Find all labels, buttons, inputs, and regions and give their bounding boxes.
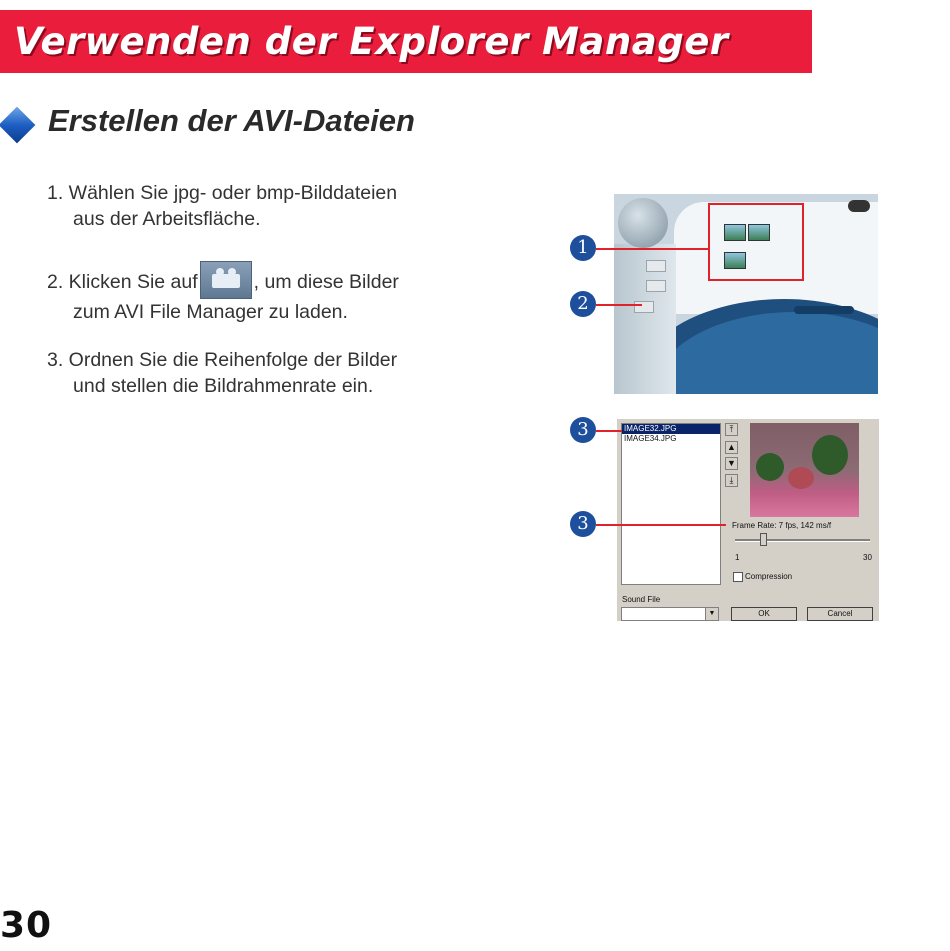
plant-shape xyxy=(812,435,848,475)
step-3-line-2: und stellen die Bildrahmenrate ein. xyxy=(73,375,374,397)
header-title: Verwenden der Explorer Manager xyxy=(14,20,729,63)
avi-dialog-screenshot xyxy=(617,419,879,621)
slider-max-label: 30 xyxy=(863,553,872,562)
header-banner xyxy=(0,10,812,73)
chevron-down-icon: ▼ xyxy=(705,608,718,620)
step-2-after: , um diese Bilder xyxy=(253,271,399,294)
sound-file-select xyxy=(621,607,719,621)
section-title: Erstellen der AVI-Dateien xyxy=(48,103,415,138)
list-item: IMAGE32.JPG xyxy=(622,424,720,434)
move-down-icon: ▼ xyxy=(725,457,738,470)
step-2-line-2: zum AVI File Manager zu laden. xyxy=(73,301,348,323)
compression-checkbox xyxy=(733,572,743,582)
sidebar-button xyxy=(646,280,666,292)
sidebar-button xyxy=(646,260,666,272)
leader-line-1 xyxy=(596,248,710,250)
frame-rate-label: Frame Rate: 7 fps, 142 ms/f xyxy=(732,521,832,530)
move-top-icon: ⤒ xyxy=(725,423,738,436)
step-1-line-1: 1. Wählen Sie jpg- oder bmp-Bilddateien xyxy=(47,182,398,204)
move-bottom-icon: ⤓ xyxy=(725,474,738,487)
slider-thumb xyxy=(760,533,767,546)
file-list xyxy=(621,423,721,585)
leader-line-2 xyxy=(596,304,642,306)
diamond-icon xyxy=(0,107,35,144)
avi-camera-icon xyxy=(200,261,252,299)
window-controls-icon xyxy=(848,200,870,212)
move-up-icon: ▲ xyxy=(725,441,738,454)
leader-line-3b xyxy=(596,524,726,526)
frame-rate-slider xyxy=(735,539,870,542)
sound-file-label: Sound File xyxy=(622,595,661,604)
sidebar xyxy=(614,244,676,394)
step-1-line-2: aus der Arbeitsfläche. xyxy=(73,208,261,230)
cancel-button: Cancel xyxy=(807,607,873,621)
callout-2: 2 xyxy=(570,291,596,317)
leader-line-3a xyxy=(596,430,622,432)
compression-label: Compression xyxy=(745,572,793,581)
step-2 xyxy=(47,267,399,325)
step-1 xyxy=(47,180,397,232)
avi-button-icon xyxy=(634,301,654,313)
callout-1: 1 xyxy=(570,235,596,261)
ok-button: OK xyxy=(731,607,797,621)
step-3-line-1: 3. Ordnen Sie die Reihenfolge der Bilder xyxy=(47,349,398,371)
slider-min-label: 1 xyxy=(735,553,740,562)
plant-shape xyxy=(756,453,784,481)
callout-3b: 3 xyxy=(570,511,596,537)
highlight-box xyxy=(708,203,804,281)
logo-orb xyxy=(618,198,668,248)
list-item: IMAGE34.JPG xyxy=(624,434,677,443)
status-tag xyxy=(794,306,854,314)
callout-3a: 3 xyxy=(570,417,596,443)
page-number: 30 xyxy=(0,905,53,946)
step-2-before: 2. Klicken Sie auf xyxy=(47,271,198,294)
step-3 xyxy=(47,347,397,399)
teapot-shape xyxy=(788,467,814,489)
preview-image xyxy=(750,423,859,517)
